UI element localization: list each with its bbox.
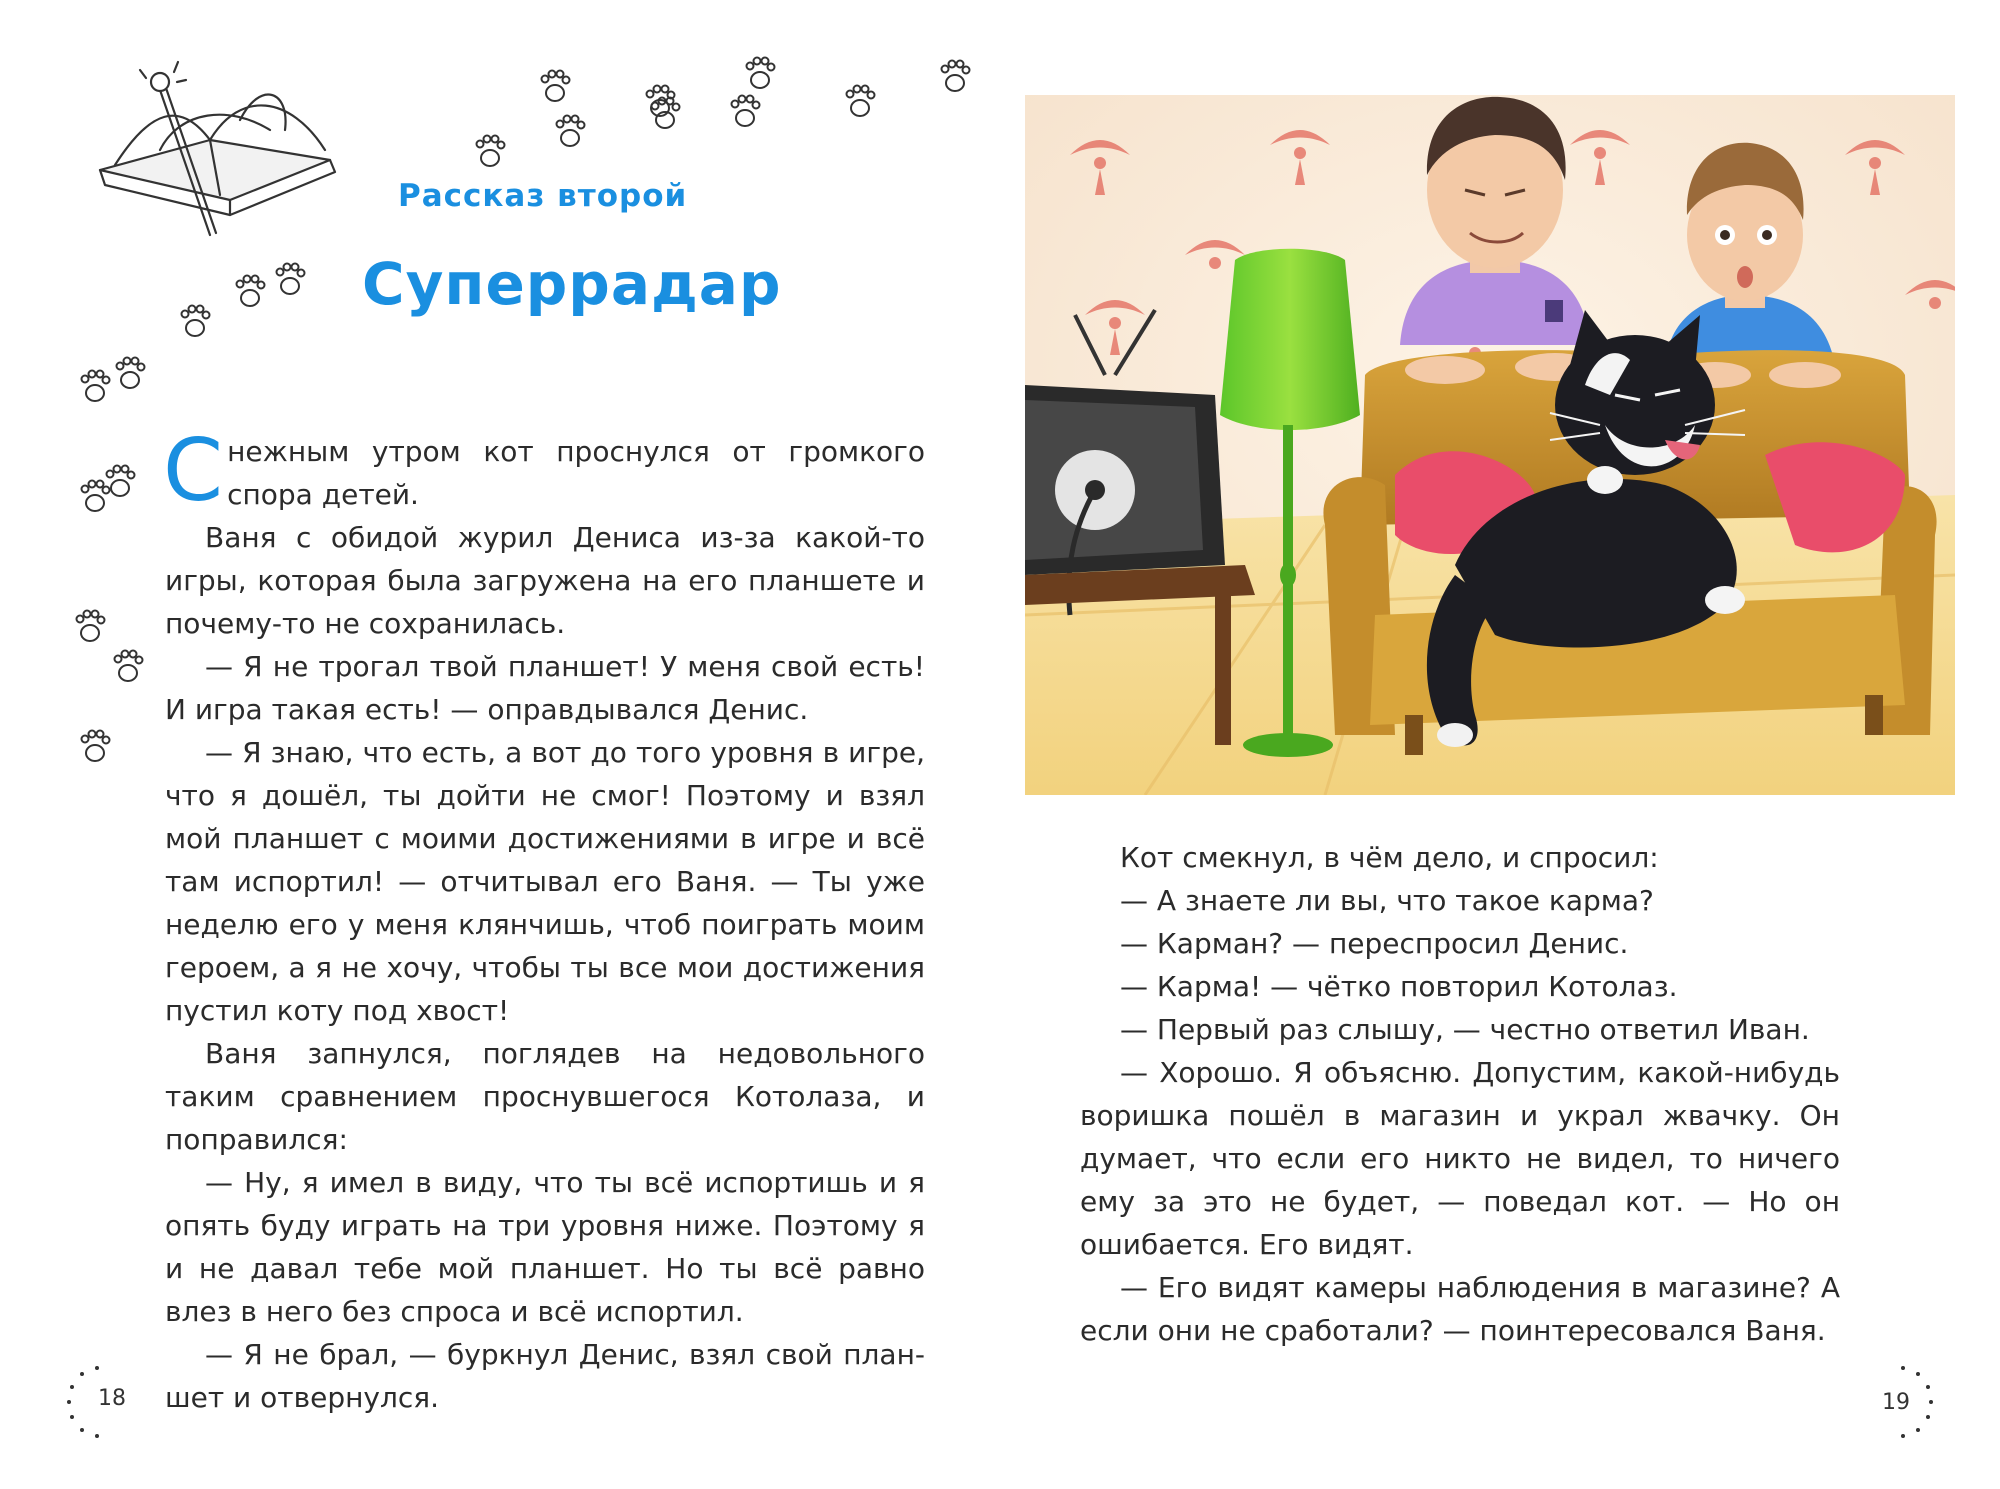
- right-page-text: [1080, 836, 1840, 1352]
- paw-print-icon: [117, 358, 145, 389]
- paragraph: — Первый раз слышу, — честно ответил Иван.: [1120, 1013, 1810, 1046]
- paragraph: Ваня запнулся, поглядев на недовольного таким сравнением проснувшегося Котолаза, и поправился:: [165, 1037, 925, 1156]
- chapter-label: Рассказ второй: [398, 178, 688, 214]
- story-illustration: [1025, 95, 1955, 795]
- paragraph: Кот смекнул, в чём дело, и спросил:: [1120, 841, 1659, 874]
- paragraph: Снежным утром кот проснулся от громкого спора детей.: [163, 421, 925, 521]
- paragraph: — А знаете ли вы, что такое карма?: [1120, 884, 1654, 917]
- paw-print-icon: [652, 98, 680, 129]
- paragraph: — Я не брал, — буркнул Денис, взял свой планшет и отвернулся.: [165, 1338, 925, 1414]
- paw-print-icon: [107, 466, 135, 497]
- page-number: 19: [1882, 1390, 1910, 1415]
- paw-print-icon: [557, 116, 585, 147]
- left-page-text: [163, 421, 925, 1419]
- paw-print-icon: [77, 611, 105, 642]
- paragraph: Ваня с обидой журил Дениса из-за какой-то игры, которая была загружена на его планшете и почему-то не сохранилась.: [165, 521, 925, 640]
- paw-print-icon: [847, 86, 875, 117]
- paragraph: — Карма! — чётко повторил Котолаз.: [1120, 970, 1678, 1003]
- drop-cap: С: [163, 421, 224, 521]
- paragraph: — Я знаю, что есть, а вот до того уровня в игре, что я дошёл, ты дойти не смог! Поэтому и взял мой планшет с моими достижениями в игре и всё там испортил! — отчитывал его Ваня. — Ты уже неделю его у меня клянчишь, чтоб поиграть моим героем, а я не хочу, чтобы ты все мои достижения пустил коту под хвост!: [165, 736, 925, 1027]
- paw-print-icon: [82, 481, 110, 512]
- paw-print-icon: [277, 264, 305, 295]
- paw-print-icon: [182, 306, 210, 337]
- paw-print-icon: [237, 276, 265, 307]
- paw-print-icon: [732, 96, 760, 127]
- paragraph: — Хорошо. Я объясню. Допустим, какой-нибудь воришка пошёл в магазин и украл жвачку. Он думает, что если его никто не видел, то ничего ему за это не будет, — поведал кот. — Но он ошибается. Его видят.: [1080, 1056, 1840, 1261]
- page-number: 18: [98, 1386, 126, 1411]
- paragraph: — Ну, я имел в виду, что ты всё испортишь и я опять буду играть на три уровня ниже. Поэтому я и не давал тебе мой планшет. Но ты всё равно влез в него без спроса и всё испортил.: [165, 1166, 925, 1328]
- paragraph: — Карман? — переспросил Денис.: [1120, 927, 1629, 960]
- open-book-icon: [60, 50, 360, 250]
- paw-print-icon: [542, 71, 570, 102]
- chapter-title: Суперрадар: [362, 250, 782, 318]
- paragraph: — Его видят камеры наблюдения в магазине? А если они не сработали? — поинтересовался Ваня.: [1080, 1271, 1840, 1347]
- paw-print-icon: [477, 136, 505, 167]
- paragraph: — Я не трогал твой планшет! У меня свой есть! И игра такая есть! — оправдывался Денис.: [165, 650, 925, 726]
- paw-print-icon: [647, 86, 675, 117]
- paw-print-icon: [747, 58, 775, 89]
- paw-print-icon: [942, 61, 970, 92]
- paw-print-icon: [82, 731, 110, 762]
- paw-print-icon: [82, 371, 110, 402]
- paw-print-icon: [115, 651, 143, 682]
